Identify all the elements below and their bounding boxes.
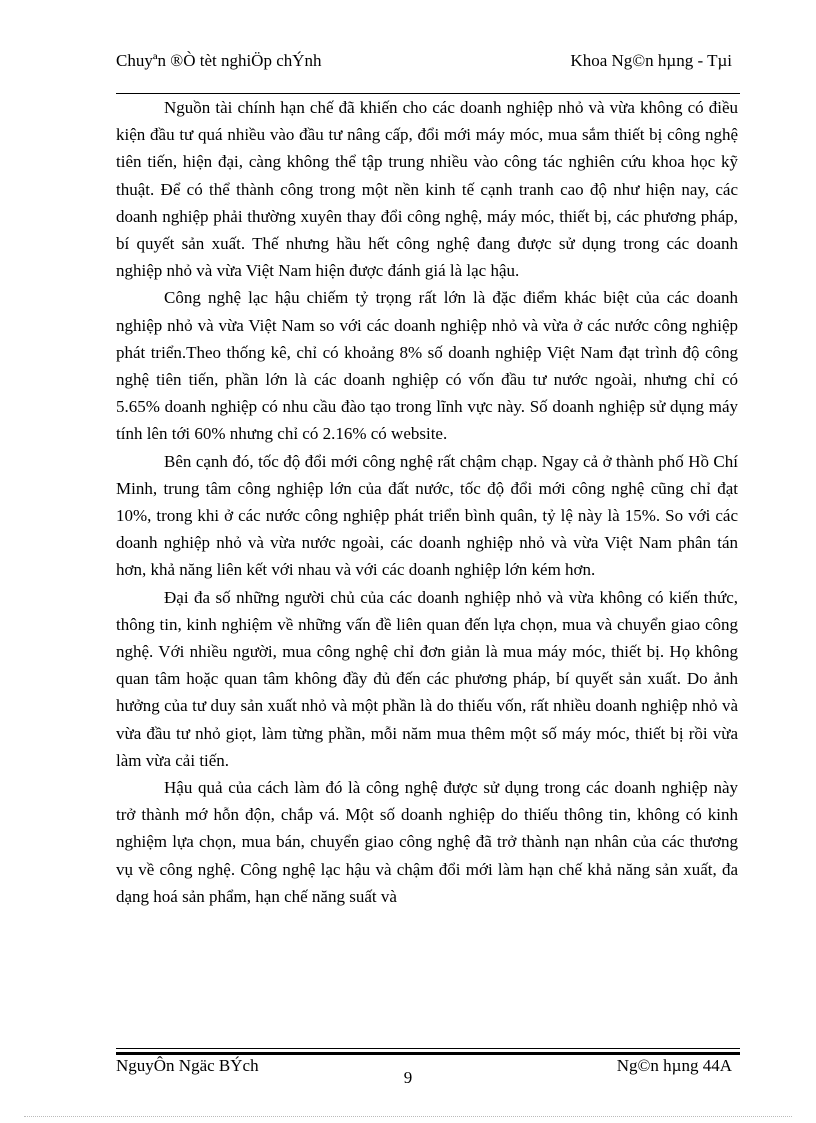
paragraph-5: Hậu quả của cách làm đó là công nghệ được sử dụng trong các doanh nghiệp này trở thành mớ hỗn độn, chắp vá. Một số doanh nghiệp do thiếu thông tin, không có kinh nghiệm lựa chọn, mua bán, chuyển giao công nghệ đã trở thành nạn nhân của các thương vụ về công nghệ. Công nghệ lạc hậu và chậm đổi mới làm hạn chế khả năng sản xuất, đa dạng hoá sản phẩm, hạn chế năng suất và <box>116 778 738 906</box>
body-text <box>116 94 738 910</box>
header-left-title: Chuyªn ®Ò tèt nghiÖp chÝnh <box>116 51 322 70</box>
footer-rule-thin <box>116 1048 740 1049</box>
header-right-title: Khoa Ng©n hµng - Tµi <box>570 51 732 70</box>
page-number: 9 <box>403 1068 413 1087</box>
paragraph-4: Đại đa số những người chủ của các doanh nghiệp nhỏ và vừa không có kiến thức, thông tin, kinh nghiệm về những vấn đề liên quan đến lựa chọn, mua và chuyển giao công nghệ. Với nhiều người, mua công nghệ chỉ đơn giản là mua máy móc, thiết bị. Họ không quan tâm hoặc quan tâm không đầy đủ đến các phương pháp, bí quyết sản xuất. Do ảnh hưởng của tư duy sản xuất nhỏ và một phần là do thiếu vốn, rất nhiều doanh nghiệp nhỏ và vừa đầu tư nhỏ giọt, làm từng phần, mỗi năm mua thêm một số máy móc, thiết bị rồi vừa làm vừa cải tiến. <box>116 587 738 770</box>
page-edge-divider <box>24 1116 792 1117</box>
footer-class: Ng©n hµng 44A <box>616 1056 732 1075</box>
paragraph-2: Công nghệ lạc hậu chiếm tỷ trọng rất lớn là đặc điểm khác biệt của các doanh nghiệp nhỏ và vừa Việt Nam so với các doanh nghiệp nhỏ và vừa ở các nước công nghiệp phát triển.Theo thống kê, chỉ có khoảng 8% số doanh nghiệp Việt Nam đạt trình độ công nghệ tiên tiến, phần lớn là các doanh nghiệp có vốn đầu tư nước ngoài, nhưng chỉ có 5.65% doanh nghiệp có nhu cầu đào tạo trong lĩnh vực này. Số doanh nghiệp sử dụng máy tính lên tới 60% nhưng chỉ có 2.16% có website. <box>116 288 738 444</box>
footer-author: NguyÔn Ngäc BÝch <box>116 1056 259 1075</box>
paragraph-3: Bên cạnh đó, tốc độ đổi mới công nghệ rất chậm chạp. Ngay cả ở thành phố Hồ Chí Minh, trung tâm công nghiệp lớn của đất nước, tốc độ đổi mới công nghệ cũng chỉ đạt 10%, trong khi ở các nước công nghiệp phát triển bình quân, tỷ lệ này là 15%. So với các doanh nghiệp nhỏ và vừa nước ngoài, các doanh nghiệp nhỏ và vừa Việt Nam phân tán hơn, khả năng liên kết với nhau và với các doanh nghiệp lớn kém hơn. <box>116 451 738 580</box>
paragraph-1: Nguồn tài chính hạn chế đã khiến cho các doanh nghiệp nhỏ và vừa không có điều kiện đầu tư quá nhiều vào đầu tư nâng cấp, đổi mới máy móc, mua sắm thiết bị công nghệ tiên tiến, hiện đại, càng không thể tập trung nhiều vào công tác nghiên cứu khoa học kỹ thuật. Để có thể thành công trong một nền kinh tế cạnh tranh cao độ như hiện nay, các doanh nghiệp phải thường xuyên thay đổi công nghệ, máy móc, thiết bị, các phương pháp, bí quyết sản xuất. Thế nhưng hầu hết công nghệ đang được sử dụng trong các doanh nghiệp nhỏ và vừa Việt Nam hiện được đánh giá là lạc hậu. <box>116 98 738 281</box>
footer-rule-thick <box>116 1052 740 1055</box>
